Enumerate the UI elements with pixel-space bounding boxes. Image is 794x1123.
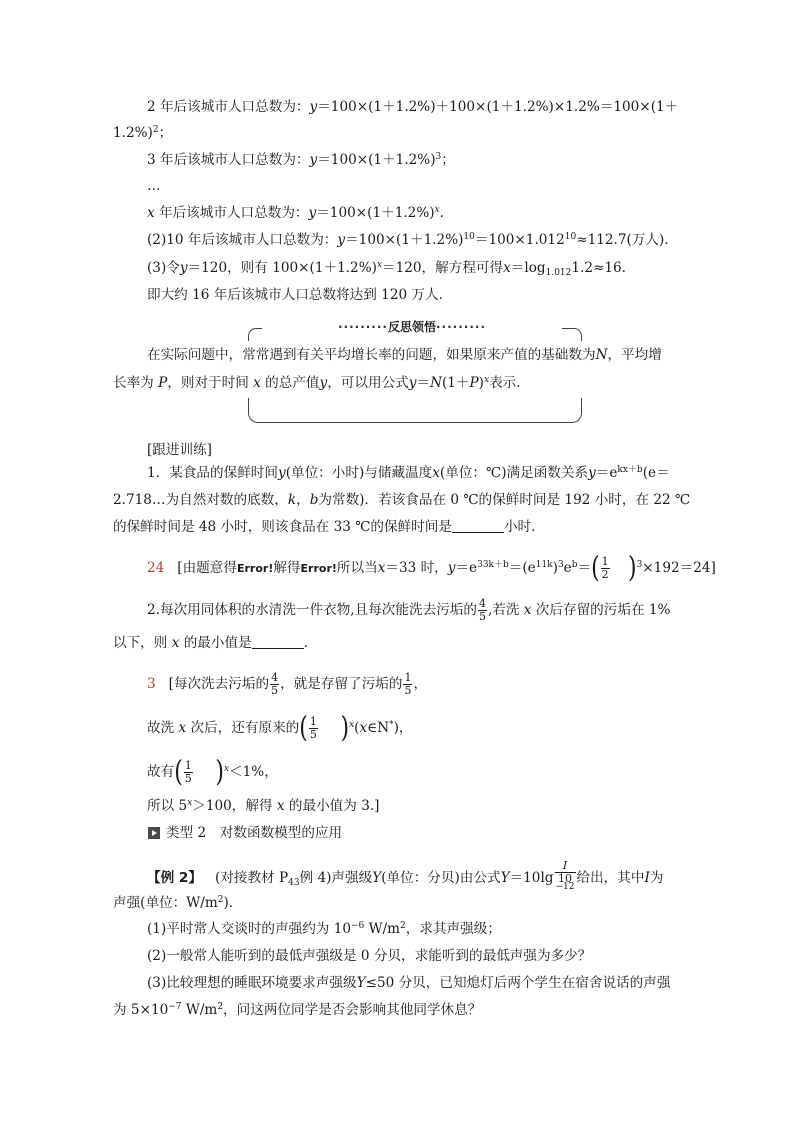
var-x: x xyxy=(432,465,440,481)
practice-a2-line-3: 故有( $\frac{1}{5}$ )$^x$＜1%， xyxy=(147,755,278,789)
example-q2 xyxy=(147,946,591,966)
exponent: 2 xyxy=(152,125,159,135)
text: ＝ xyxy=(416,375,431,391)
var-x: x xyxy=(178,720,187,736)
var-Y: Y xyxy=(356,975,366,991)
text: … xyxy=(147,178,161,194)
var-y: y xyxy=(588,465,596,481)
practice-q1-line-1 xyxy=(147,463,670,483)
solution-line-2: 1.2%)$^2$； xyxy=(113,125,173,141)
var-x: x xyxy=(377,560,386,576)
var-b: b xyxy=(309,492,319,508)
exponent: 2 xyxy=(400,921,406,931)
text: [跟进训练] xyxy=(147,442,212,458)
var-x: x xyxy=(359,720,368,736)
text: 2.每次用同体积的水清洗一件衣物,且每次能洗去污垢的 xyxy=(147,602,477,618)
text: 次后，还有原来的 xyxy=(190,720,300,736)
subscript: 43 xyxy=(288,878,300,888)
text: (单位：℃)满足函数关系 xyxy=(439,465,589,481)
practice-q2-line-1 xyxy=(147,598,670,623)
solution-line-6 xyxy=(147,230,678,250)
fraction-one-half: $\frac{1}{2}$ xyxy=(601,555,609,581)
text: 1．某食品的保鲜时间 xyxy=(147,465,278,481)
text: ＜1%， xyxy=(229,764,278,780)
var-y: y xyxy=(337,232,346,248)
var-k: k xyxy=(287,492,297,508)
text: ≈112.7(万人)． xyxy=(576,232,678,248)
exponent-x: x xyxy=(187,798,193,808)
var-y: y xyxy=(319,375,328,391)
text: [由题意得 xyxy=(177,560,237,576)
text: ＞100，解得 xyxy=(192,798,273,814)
text: (1)平时常人交谈时的声强约为 10 xyxy=(147,921,351,937)
text: 解得 xyxy=(273,560,301,576)
text: (e＝ xyxy=(642,465,670,481)
exponent: −6 xyxy=(351,921,365,931)
text: ＝100×(1＋1.2%) xyxy=(345,232,464,248)
text: ≤50 分贝，已知熄灯后两个学生在宿舍说话的声强 xyxy=(365,975,671,991)
text: (1＋ xyxy=(441,375,470,391)
reflection-title: ·········反思领悟········· xyxy=(262,318,562,335)
var-x: x xyxy=(276,798,285,814)
exponent: 10 xyxy=(564,232,577,242)
exponent-x: x xyxy=(483,375,490,385)
solution-line-1 xyxy=(147,97,678,117)
text: 1.2≈16. xyxy=(571,260,627,276)
text: (对接教材 P xyxy=(214,870,289,886)
text: ，就是存留了污垢的 xyxy=(280,676,403,692)
exponent: 11k xyxy=(535,560,553,570)
text: ＝e xyxy=(455,560,478,576)
text: 的最小值是 xyxy=(183,635,252,651)
var-y: y xyxy=(278,465,286,481)
practice-a2-line-4 xyxy=(147,796,379,816)
text: ，平均增 xyxy=(607,347,662,363)
exponent-x: x xyxy=(223,764,230,774)
reflection-box-bottom xyxy=(248,398,582,423)
text: 声强(单位：W/m xyxy=(113,895,218,911)
text: (3)比较理想的睡眠环境要求声强级 xyxy=(147,975,357,991)
text: ∈N xyxy=(367,720,390,736)
text: 1.2%) xyxy=(113,125,153,141)
text: ＝100×(1＋1.2%) xyxy=(317,152,436,168)
solution-ellipsis xyxy=(147,176,161,196)
solution-line-7 xyxy=(147,258,626,278)
reflection-line-2 xyxy=(113,373,521,393)
text: [每次洗去污垢的 xyxy=(168,676,270,692)
var-x: x xyxy=(503,260,511,276)
exponent: 3 xyxy=(435,152,442,162)
var-x: x xyxy=(147,205,155,221)
exponent: −7 xyxy=(168,1002,182,1012)
fraction-one-fifth: $\frac{1}{5}$ xyxy=(184,759,192,785)
var-x: x xyxy=(523,602,532,618)
error-text: Error! xyxy=(300,562,337,575)
text: ) xyxy=(552,560,558,576)
text: ( xyxy=(354,720,360,736)
text: 为 5×10 xyxy=(113,1002,169,1018)
text: ×192＝24] xyxy=(642,560,716,576)
exponent: 33k＋b xyxy=(477,560,509,570)
text: ＝log xyxy=(510,260,546,276)
text: 次后存留的污垢在 1% xyxy=(535,602,671,618)
text: (2)一般常人能听到的最低声强级是 0 分贝，求能听到的最低声强为多少？ xyxy=(147,948,592,964)
text: W/m xyxy=(364,921,401,937)
text: ，求其声强级； xyxy=(405,921,501,937)
reflection-line-1 xyxy=(147,345,662,365)
text: ＝33 时， xyxy=(385,560,448,576)
text: 2 年后该城市人口总数为： xyxy=(147,99,310,115)
text: ＝(e xyxy=(508,560,536,576)
fraction-one-fifth: $\frac{1}{5}$ xyxy=(404,671,412,697)
text: 2.718…为自然对数的底数， xyxy=(113,492,288,508)
var-N: N xyxy=(430,375,442,391)
text: 的最小值为 3.] xyxy=(288,798,380,814)
example-q3-line-2 xyxy=(113,1000,481,1020)
text: (2)10 年后该城市人口总数为： xyxy=(147,232,338,248)
text: 在实际问题中，常常遇到有关平均增长率的问题，如果原来产值的基础数为 xyxy=(147,347,596,363)
var-I: I xyxy=(644,870,650,886)
text: )， xyxy=(393,720,413,736)
text: ，则对于时间 xyxy=(167,375,249,391)
text: )． xyxy=(223,895,243,911)
exponent: 10 xyxy=(463,232,475,242)
text: 故有 xyxy=(147,764,175,780)
example-q3-line-1 xyxy=(147,973,670,993)
exponent-x: x xyxy=(349,720,355,730)
error-text: Error! xyxy=(236,562,274,575)
exponent: 3 xyxy=(636,560,643,570)
exponent: b xyxy=(571,560,578,570)
text: ＝100×(1＋1.2%) xyxy=(316,205,435,221)
text: (单位：小时)与储藏温度 xyxy=(285,465,433,481)
practice-a2-line-1 xyxy=(147,672,427,697)
answer-blank[interactable] xyxy=(252,634,304,649)
var-Y: Y xyxy=(500,870,510,886)
section-heading xyxy=(166,823,342,843)
text: ) xyxy=(478,375,484,391)
text: 所以当 xyxy=(336,560,378,576)
practice-q2-line-2 xyxy=(113,633,317,653)
solution-line-5: x 年后该城市人口总数为：$y=100\times(1+1.2\%)^x$. xyxy=(147,205,444,221)
text: (3)令 xyxy=(147,260,180,276)
text: ＝e xyxy=(595,465,618,481)
text: W/m xyxy=(181,1002,218,1018)
answer-blank[interactable] xyxy=(452,518,504,533)
text: ， xyxy=(296,492,310,508)
text: ＝100×(1＋1.2%)＋100×(1＋1.2%)×1.2%＝100×(1＋ xyxy=(317,99,679,115)
text: ＝10lg xyxy=(509,870,554,886)
text: ＝100×1.012 xyxy=(474,232,565,248)
var-y: y xyxy=(309,99,318,115)
answer-number: 24 xyxy=(147,560,165,576)
var-y: y xyxy=(308,205,317,221)
text: 的总产值 xyxy=(265,375,320,391)
example-line-1 xyxy=(147,860,663,897)
var-y: y xyxy=(408,375,417,391)
text: ＝ xyxy=(577,560,592,576)
var-y: y xyxy=(309,152,318,168)
exponent: 2 xyxy=(217,895,224,905)
text: 即大约 16 年后该城市人口总数将达到 120 万人． xyxy=(147,287,453,303)
text: 表示. xyxy=(489,375,521,391)
practice-a1: 24 [由题意得Error!解得Error!所以当x＝33 时，$y=e^{33k+b}=(e^{11k})^3e^b=$( $\frac{1}{2}$ )$^3$×192＝24] xyxy=(147,551,716,585)
var-y: y xyxy=(179,260,188,276)
exponent-x: x xyxy=(376,260,382,270)
text: ，可以用公式 xyxy=(327,375,409,391)
practice-a2-line-2: 故洗 x 次后，还有原来的( $\frac{1}{5}$ )$^x$(x∈N*)， xyxy=(147,711,413,745)
answer-number: 3 xyxy=(147,676,156,692)
example-q1 xyxy=(147,919,501,939)
text: ＝120，则有 100×(1＋1.2%) xyxy=(187,260,377,276)
exponent-x: x xyxy=(434,205,440,215)
example-line-2 xyxy=(113,893,242,913)
superscript-star: * xyxy=(389,720,394,730)
text: 年后该城市人口总数为： xyxy=(154,205,309,221)
text: 所以 5 xyxy=(147,798,188,814)
text: (单位：分贝)由公式 xyxy=(381,870,501,886)
reflection-title-text: 反思领悟 xyxy=(387,320,436,334)
fraction-four-fifths: $\frac{4}{5}$ xyxy=(478,597,486,623)
var-P: P xyxy=(469,375,479,391)
exponent: 3 xyxy=(557,560,564,570)
var-P: P xyxy=(158,375,168,391)
text: ． xyxy=(303,635,318,651)
section-label: 类型 2 对数函数模型的应用 xyxy=(166,825,343,841)
example-tag: 【例 2】 xyxy=(147,870,202,886)
text: 长率为 xyxy=(113,375,154,391)
log-base: 1.012 xyxy=(545,268,572,278)
var-N: N xyxy=(595,347,608,363)
fraction-four-fifths: $\frac{4}{5}$ xyxy=(271,671,279,697)
practice-q1-line-2 xyxy=(113,490,690,510)
solution-line-3: 3 年后该城市人口总数为：$y=100\times(1+1.2\%)^3$； xyxy=(147,152,455,168)
text: 小时． xyxy=(503,519,545,535)
text: 为常数)．若该食品在 0 ℃的保鲜时间是 192 小时，在 22 ℃ xyxy=(318,492,691,508)
text: ,若洗 xyxy=(487,602,520,618)
practice-header xyxy=(147,440,212,460)
exponent: kx＋b xyxy=(617,465,643,475)
text: 以下，则 xyxy=(113,635,168,651)
text: e xyxy=(563,560,572,576)
text: 3 年后该城市人口总数为： xyxy=(147,152,310,168)
text: 为 xyxy=(649,870,664,886)
var-x: x xyxy=(171,635,180,651)
text: 例 4)声强级 xyxy=(299,870,373,886)
solution-line-8 xyxy=(147,285,452,305)
text: ， xyxy=(413,676,428,692)
text: ，问这两位同学是否会影响其他同学休息？ xyxy=(223,1002,482,1018)
text: 故洗 xyxy=(147,720,175,736)
practice-q1-line-3 xyxy=(113,517,545,537)
var-y: y xyxy=(447,560,456,576)
exponent: 2 xyxy=(217,1002,224,1012)
text: 给出，其中 xyxy=(576,870,645,886)
play-triangle-icon xyxy=(148,827,160,839)
var-x: x xyxy=(253,375,261,391)
var-Y: Y xyxy=(372,870,382,886)
fraction-I-over-10: I 10 $^{-12}$ xyxy=(555,859,575,892)
fraction-one-fifth: $\frac{1}{5}$ xyxy=(309,715,317,741)
text: 的保鲜时间是 48 小时，则该食品在 33 ℃的保鲜时间是 xyxy=(113,519,452,535)
text: ＝120，解方程可得 xyxy=(382,260,504,276)
